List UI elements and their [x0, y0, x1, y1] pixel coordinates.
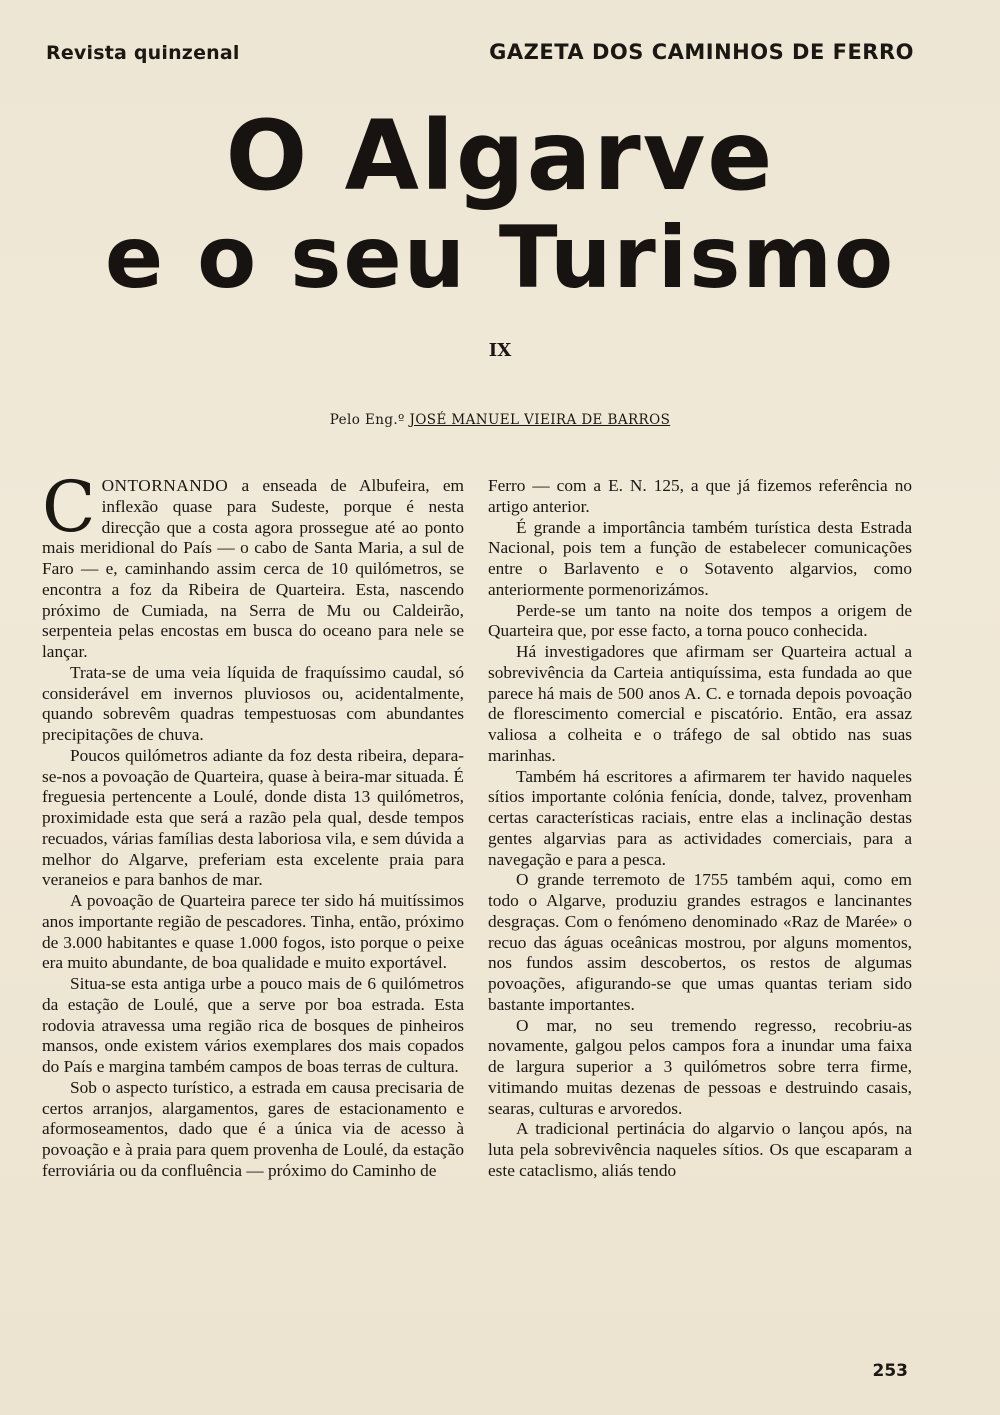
article-title-line1: O Algarve [225, 100, 775, 212]
lead-word: ONTORNANDO [101, 476, 229, 495]
paragraph: O grande terremoto de 1755 também aqui, como em todo o Algarve, produziu grandes estragos e lancinantes desgraças. Com o fenómeno denominado «Raz de Marée» o recuo das águas oceânicas mostrou, por alguns momentos, nos fundos assim descobertos, os restos de algumas povoações, afigurando-se que umas quantas teriam sido bastante importantes. [488, 870, 912, 1014]
paragraph: O mar, no seu tremendo regresso, recobriu-as novamente, galgou pelos campos fora a inundar uma faixa de largura superior a 3 quilómetros sobre terra firme, vitimando muitas dezenas de pessoas e destruindo casais, searas, culturas e arvoredos. [488, 1015, 912, 1118]
paragraph-text: a enseada de Albufeira, em inflexão quase para Sudeste, porque é nesta direcção que a costa agora prossegue até ao ponto mais meridional do País — o cabo de Santa Maria, a sul de Faro — e, caminhando assim cerca de 10 quilómetros, se encontra a foz da Ribeira de Quarteira. Esta, nascendo próximo de Cumiada, na Serra de Mu ou Caldeirão, serpenteia pelas encostas em busca do oceano para nele se lançar. [42, 476, 464, 661]
paragraph: Há investigadores que afirmam ser Quarteira actual a sobrevivência da Carteia antiquíssima, esta fundada ao que parece há mais de 500 anos A. C. e tornada depois povoação de florescimento comercial e piscatório. Então, era assaz valiosa a colheita e o tráfego de sal obtido nas suas marinhas. [488, 642, 912, 765]
paragraph: É grande a importância também turística desta Estrada Nacional, pois tem a função de estabelecer comunicações entre o Barlavento e o Sotavento algarvios, como anteriormente pormenorizámos. [488, 517, 912, 599]
paragraph: Sob o aspecto turístico, a estrada em causa precisaria de certos arranjos, alargamentos, gares de estacionamento e aformoseamentos, dado que é a única via de acesso à povoação e à praia para quem provenha de Loulé, da estação ferroviária ou da confluência — próximo do Caminho de [42, 1077, 464, 1180]
magazine-frequency: Revista quinzenal [46, 42, 240, 64]
article-title-line2: e o seu Turismo [104, 208, 896, 308]
paragraph: A tradicional pertinácia do algarvio o lançou após, na luta pela sobrevivência naqueles sítios. Os que escaparam a este cataclismo, aliás tendo [488, 1119, 912, 1180]
drop-cap: C [42, 466, 96, 548]
left-column [42, 466, 464, 1182]
paragraph: Perde-se um tanto na noite dos tempos a origem de Quarteira que, por esse facto, a torna pouco conhecida. [488, 600, 912, 641]
byline-prefix: Pelo Eng.º [329, 412, 405, 428]
paragraph: Trata-se de uma veia líquida de fraquíssimo caudal, só considerável em invernos pluviosos ou, acidentalmente, quando sobrevêm quadras tempestuosas com abundantes precipitações de chuva. [42, 662, 464, 744]
magazine-name: GAZETA DOS CAMINHOS DE FERRO [489, 40, 914, 64]
paragraph: Também há escritores a afirmarem ter havido naqueles sítios importante colónia fenícia, donde, talvez, provenham certas características raciais, entre elas a inclinação destas gentes algarvias para as actividades comerciais, para a navegação e para a pesca. [488, 766, 912, 869]
article-part-number: IX [488, 340, 512, 361]
right-column [488, 476, 912, 1182]
paragraph [42, 466, 464, 663]
paragraph: Ferro — com a E. N. 125, a que já fizemos referência no artigo anterior. [488, 476, 912, 516]
page-number: 253 [872, 1361, 908, 1381]
paragraph: Situa-se esta antiga urbe a pouco mais de 6 quilómetros da estação de Loulé, que a serve por boa estrada. Esta rodovia atravessa uma região rica de bosques de pinheiros mansos, onde existem vários exemplares dos mais copados do País e margina também campos de boas terras de cultura. [42, 974, 464, 1076]
author-name: JOSÉ MANUEL VIEIRA DE BARROS [409, 412, 671, 428]
paragraph: Poucos quilómetros adiante da foz desta ribeira, depara-se-nos a povoação de Quarteira, quase à beira-mar situada. É freguesia pertencente a Loulé, donde dista 13 quilómetros, proximidade esta que será a razão pela qual, desde tempos recuados, várias famílias desta laboriosa vila, e sem dúvida a melhor do Algarve, preferiam esta excelente praia para veraneios e para banhos de mar. [42, 745, 464, 890]
paragraph: A povoação de Quarteira parece ter sido há muitíssimos anos importante região de pescadores. Tinha, então, próximo de 3.000 habitantes e quase 1.000 fogos, isto porque o peixe era muito abundante, de boa qualidade e muito exportável. [42, 891, 464, 973]
byline [0, 412, 1000, 428]
